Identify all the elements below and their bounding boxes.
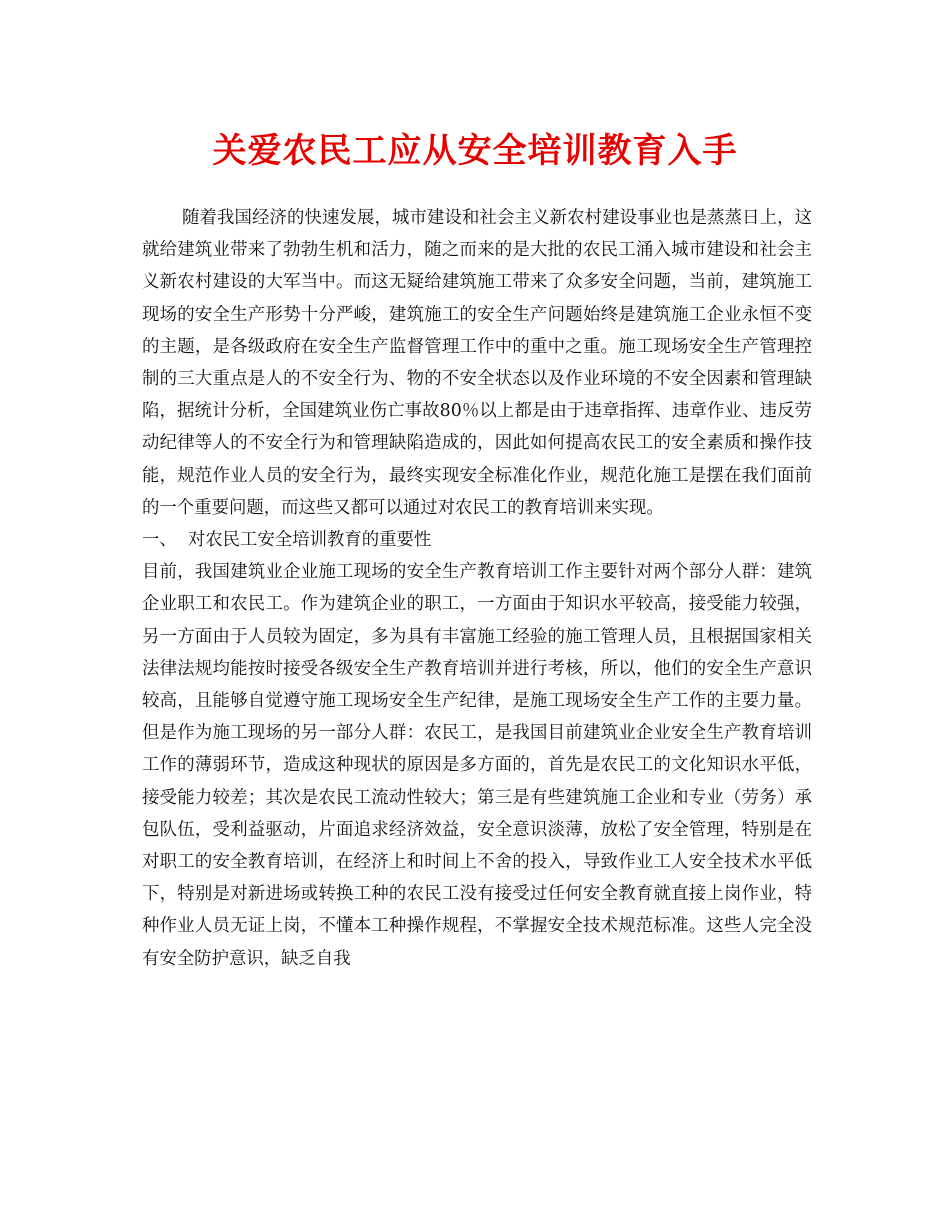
document-title: 关爱农民工应从安全培训教育入手 [212,131,738,171]
paragraph-section-1: 目前，我国建筑业企业施工现场的安全生产教育培训工作主要针对两个部分人群：建筑企业职工和农民工。作为建筑企业的职工，一方面由于知识水平较高，接受能力较强，另一方面由于人员较为固定，多为具有丰富施工经验的施工管理人员，且根据国家相关法律法规均能按时接受各级安全生产教育培训并进行考核，所以，他们的安全生产意识较高，且能够自觉遵守施工现场安全生产纪律，是施工现场安全生产工作的主要力量。但是作为施工现场的另一部分人群：农民工，是我国目前建筑业企业安全生产教育培训工作的薄弱环节，造成这种现状的原因是多方面的，首先是农民工的文化知识水平低，接受能力较差；其次是农民工流动性较大；第三是有些建筑施工企业和专业（劳务）承包队伍，受利益驱动，片面追求经济效益，安全意识淡薄，放松了安全管理，特别是在对职工的安全教育培训，在经济上和时间上不舍的投入，导致作业工人安全技术水平低下，特别是对新进场或转换工种的农民工没有接受过任何安全教育就直接上岗作业，特种作业人员无证上岗，不懂本工种操作规程，不掌握安全技术规范标准。这些人完全没有安全防护意识，缺乏自我 [142,562,812,969]
document-body [142,202,812,975]
paragraph-intro: 随着我国经济的快速发展，城市建设和社会主义新农村建设事业也是蒸蒸日上，这就给建筑业带来了勃勃生机和活力，随之而来的是大批的农民工涌入城市建设和社会主义新农村建设的大军当中。而这无疑给建筑施工带来了众多安全问题，当前，建筑施工现场的安全生产形势十分严峻，建筑施工的安全生产问题始终是建筑施工企业永恒不变的主题，是各级政府在安全生产监督管理工作中的重中之重。施工现场安全生产管理控制的三大重点是人的不安全行为、物的不安全状态以及作业环境的不安全因素和管理缺陷，据统计分析，全国建筑业伤亡事故80％以上都是由于违章指挥、违章作业、违反劳动纪律等人的不安全行为和管理缺陷造成的，因此如何提高农民工的安全素质和操作技能，规范作业人员的安全行为，最终实现安全标准化作业，规范化施工是摆在我们面前的一个重要问题，而这些又都可以通过对农民工的教育培训来实现。 [142,208,812,518]
section-heading-1: 一、 对农民工安全培训教育的重要性 [142,530,432,551]
